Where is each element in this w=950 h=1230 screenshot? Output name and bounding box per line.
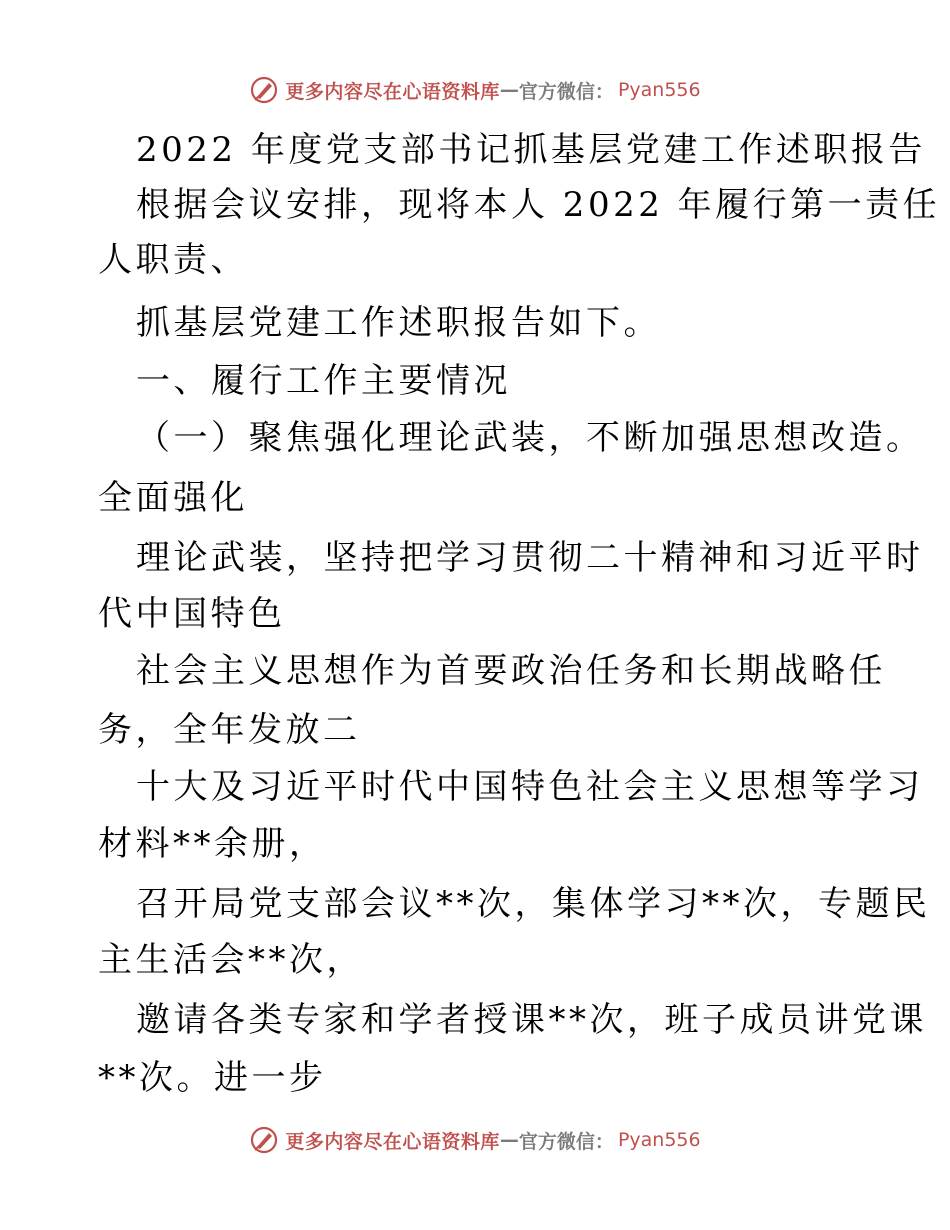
watermark-main-text: 更多内容尽在心语资料库 — [285, 1130, 500, 1153]
text-line: 务，全年发放二 — [98, 710, 361, 750]
watermark-dash: — — [499, 1129, 519, 1151]
text-line: 十大及习近平时代中国特色社会主义思想等学习 — [136, 767, 924, 807]
watermark-official-label: 官方微信： — [518, 1130, 614, 1153]
text-line: 邀请各类专家和学者授课**次，班子成员讲党课 — [136, 1000, 927, 1040]
text-line: 材料**余册， — [98, 824, 327, 864]
watermark-main-text: 更多内容尽在心语资料库 — [285, 80, 500, 103]
subsection-heading: （一）聚焦强化理论武装，不断加强思想改造。 — [136, 418, 924, 458]
text-line: 主生活会**次， — [98, 940, 364, 980]
watermark-official-label: 官方微信： — [518, 80, 614, 103]
quill-logo-icon — [249, 75, 279, 105]
text-line: 召开局党支部会议**次，集体学习**次，专题民 — [136, 884, 931, 924]
text-line: 根据会议安排，现将本人 2022 年履行第一责任 — [136, 185, 941, 225]
text-line: 代中国特色 — [98, 594, 286, 634]
text-line: **次。进一步 — [98, 1058, 327, 1098]
footer-watermark — [0, 1120, 950, 1160]
header-watermark — [0, 70, 950, 110]
text-line: 理论武装，坚持把学习贯彻二十精神和习近平时 — [136, 538, 924, 578]
text-line: 抓基层党建工作述职报告如下。 — [136, 303, 661, 343]
text-line: 全面强化 — [98, 478, 248, 518]
quill-logo-icon — [249, 1125, 279, 1155]
watermark-handle: Pyan556 — [617, 79, 701, 101]
watermark-handle: Pyan556 — [617, 1129, 701, 1151]
watermark-dash: — — [499, 79, 519, 101]
section-heading: 一、履行工作主要情况 — [136, 361, 511, 401]
text-line: 社会主义思想作为首要政治任务和长期战略任 — [136, 651, 886, 691]
document-title: 2022 年度党支部书记抓基层党建工作述职报告 — [136, 130, 926, 170]
text-line: 人职责、 — [98, 240, 248, 280]
